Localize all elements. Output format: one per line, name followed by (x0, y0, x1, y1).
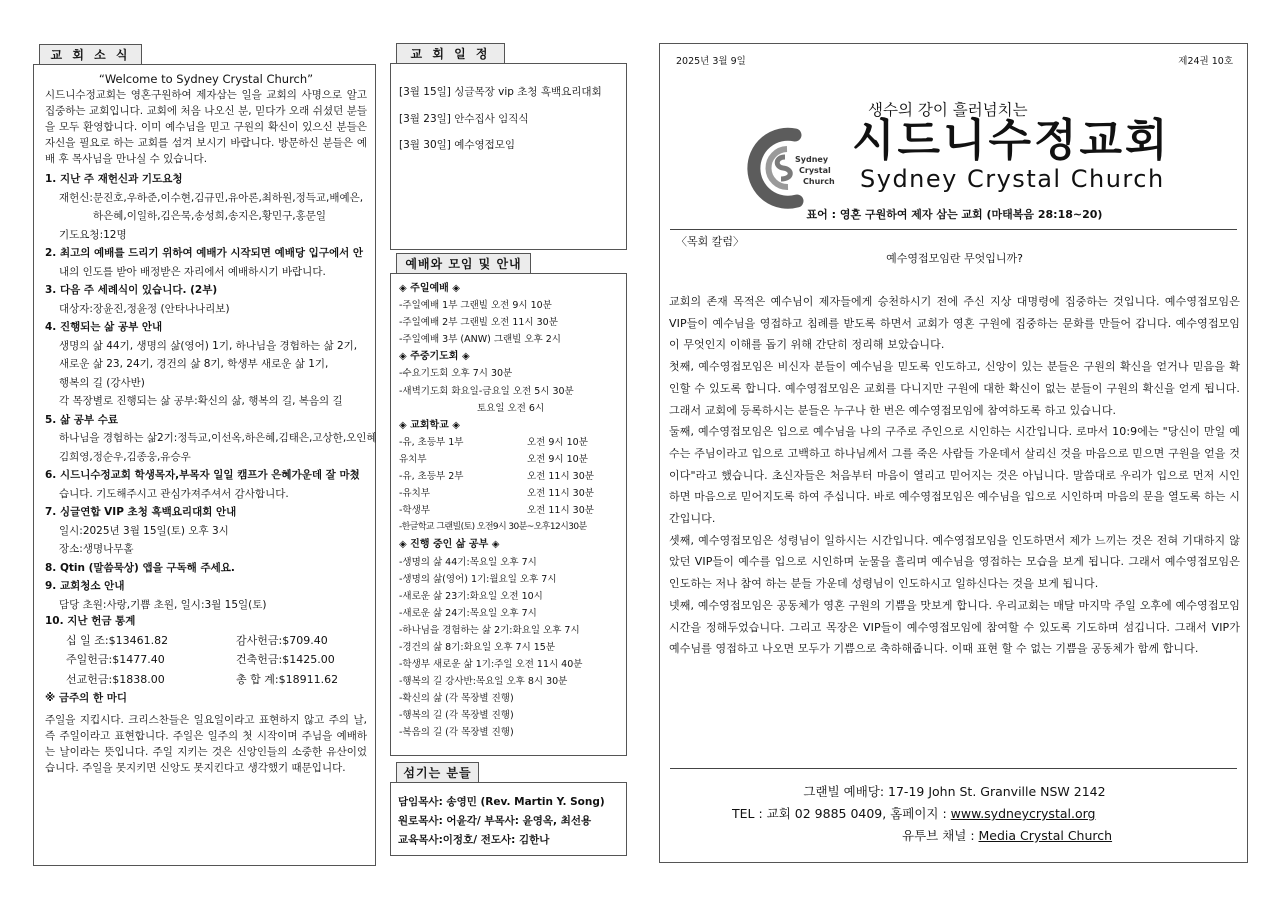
news-items (45, 171, 377, 613)
offering-cell: 감사헌금:$709.40 (236, 633, 328, 647)
worship-time: 오전 9시 10분 (527, 453, 588, 465)
worship-line (399, 485, 622, 502)
schedule-tab: 교 회 일 정 (396, 43, 505, 64)
worship-text: -유치부 (399, 488, 430, 500)
worship-line (399, 554, 622, 571)
worship-text: ◈ 진행 중인 삶 공부 ◈ (399, 539, 500, 551)
worship-box (390, 273, 627, 756)
staff-list (398, 793, 626, 850)
worship-text: -생명의 삶 44기:목요일 오후 7시 (399, 556, 537, 568)
worship-text: ◈ 주일예배 ◈ (399, 283, 460, 294)
worship-text: -주일예배 1부 그랜빌 오전 9시 10분 (399, 300, 552, 312)
news-item-line: 하나님을 경험하는 삶2기:정득교,이선옥,하은혜,김태은,고상한,오인혜 (59, 432, 377, 444)
worship-text: -새벽기도회 화요일-금요일 오전 5시 30분 (399, 385, 574, 397)
worship-line (399, 451, 622, 468)
offering-row (66, 672, 367, 689)
worship-text: -주일예배 2부 그랜빌 오전 11시 30분 (399, 317, 558, 329)
offering-cell: 주일헌금:$1477.40 (66, 653, 165, 666)
issue-date: 2025년 3월 9일 (676, 56, 746, 67)
column-label: 〈목회 칼럼〉 (676, 235, 745, 248)
worship-text: -복음의 길 (각 목장별 진행) (399, 727, 514, 739)
news-item-head: 2. 최고의 예배를 드리기 위하여 예배가 시작되면 예배당 입구에서 안 (45, 247, 364, 259)
worship-text: -한글학교 그랜빌(토) 오전9시 30분~오후12시30분 (399, 522, 587, 533)
news-item-line: 담당 초원:사랑,기쁨 초원, 일시:3월 15일(토) (59, 598, 267, 611)
worship-text: -생명의 삶(영어) 1기:월요일 오후 7시 (399, 573, 557, 585)
column-paragraph: 교회의 존재 목적은 예수님이 제자들에게 승천하시기 전에 주신 지상 대명령에 집중하는 것입니다. 예수영접모임은 VIP들이 예수님을 영접하고 침례를 받도록 하면서 교회가 영혼 구원에 집중하는 문화를 만들어 갑니다. 예수영접모임이 무엇인지 이해를 돕기 위해 간단히 정리해 보았습니다. (669, 295, 1240, 352)
news-item-line: 하은혜,이일하,김은묵,송성희,송지은,황민구,홍문일 (93, 210, 327, 222)
logo-text-line-1: Sydney (795, 155, 829, 164)
staff-line: 원로목사: 어윤각/ 부목사: 윤영옥, 최선용 (398, 815, 592, 827)
worship-line (399, 434, 622, 451)
schedule-item: [3월 23일] 안수집사 임직식 (399, 112, 529, 125)
worship-line (399, 571, 622, 588)
news-item-head: 7. 싱글연합 VIP 초청 흑백요리대회 안내 (45, 506, 237, 518)
offering-row (66, 633, 367, 650)
worship-text: ◈ 주중기도회 ◈ (399, 351, 470, 363)
column-title: 예수영접모임란 무엇입니까? (886, 252, 1023, 265)
worship-text: -행복의 길 (각 목장별 진행) (399, 710, 514, 722)
worship-text: -학생부 새로운 삶 1기:주일 오전 11시 40분 (399, 659, 583, 671)
schedule-list (399, 84, 626, 154)
worship-text: -학생부 (399, 505, 430, 517)
worship-heading (399, 348, 622, 365)
worship-line (399, 639, 622, 656)
column-paragraph: 첫째, 예수영접모임은 비신자 분들이 예수님을 믿도록 인도하고, 신앙이 있는 분들은 구원의 확신을 얻거나 믿음을 확인할 수 있도록 합니다. 예수영접모임은 교회를 다니지만 구원에 대한 확신이 없는 분들이 구원의 확신을 얻게 됩니다. 그래서 교회에 등록하시는 분들은 누구나 한 번은 예수영접모임에 참여하도록 하고 있습니다. (669, 360, 1240, 417)
worship-time: 오전 11시 30분 (527, 471, 594, 483)
youtube-prefix: 유투브 채널 : (902, 828, 979, 843)
worship-text: -하나님을 경험하는 삶 2기:화요일 오후 7시 (399, 624, 580, 636)
worship-line (399, 724, 622, 741)
cover-box (659, 43, 1248, 863)
website-link[interactable]: www.sydneycrystal.org (950, 806, 1096, 821)
staff-line: 교육목사:이정호/ 전도사: 김한나 (398, 834, 550, 846)
column-paragraph: 둘째, 예수영접모임은 입으로 예수님을 나의 구주로 주인으로 시인하는 시간입니다. 로마서 10:9에는 "당신이 만일 예수는 주님이라고 입으로 고백하고 하나님께서 그를 죽은 사람들 가운데서 살리신 것을 마음으로 믿으면 구원을 얻을 것이다"라고 했습니다. 초신자들은 처음부터 마음이 열리고 믿어지는 것은 아닙니다. 말씀대로 우리가 입으로 먼저 시인하면 마음으로 믿어지도록 하여 주십니다. 바로 예수영접모임은 예수님을 입으로 시인하며 마음의 문을 열도록 하는 시간입니다. (669, 425, 1240, 526)
offering-cell: 선교헌금:$1838.00 (66, 672, 165, 686)
worship-line (399, 588, 622, 605)
worship-line (399, 331, 622, 348)
welcome-title: “Welcome to Sydney Crystal Church” (98, 72, 314, 86)
news-item-head: 4. 진행되는 삶 공부 안내 (45, 321, 163, 333)
news-item-head: 3. 다음 주 세례식이 있습니다. (2부) (45, 284, 218, 296)
news-item-line: 대상자:장윤진,정윤정 (안타나나리보) (59, 302, 230, 315)
worship-time: 오전 11시 30분 (527, 488, 594, 500)
youtube-link[interactable]: Media Crystal Church (978, 828, 1113, 843)
worship-time: 오전 9시 10분 (527, 436, 588, 448)
news-item-line: 김희영,정순우,김종웅,유승우 (59, 450, 191, 463)
tagline: 생수의 강이 흘러넘치는 (868, 101, 1028, 119)
offering-cell: 십 일 조:$13461.82 (66, 633, 169, 647)
staff-line: 담임목사: 송영민 (Rev. Martin Y. Song) (398, 796, 605, 808)
offering-cell: 건축헌금:$1425.00 (236, 653, 335, 666)
column-body (669, 291, 1240, 660)
column-paragraph: 셋째, 예수영접모임은 성령님이 일하시는 시간입니다. 예수영접모임을 인도하면서 제가 느끼는 것은 전혀 기대하지 않았던 VIP들이 예수를 입으로 시인하며 눈물을 흘리며 예수님을 영접하는 모습을 보게 됩니다. 그래서 예수영접모임은 인도하는 저나 참여 하는 분들 가운데 성령님이 인도하시고 일하신다는 것을 보게 됩니다. (669, 533, 1240, 591)
worship-line (399, 314, 622, 331)
worship-text: 유치부 (399, 453, 427, 465)
column-paragraph: 넷째, 예수영접모임은 공동체가 영혼 구원의 기쁨을 맛보게 합니다. 우리교회는 매달 마지막 주일 오후에 예수영접모임 시간을 정해두었습니다. 그리고 목장은 VIP들이 예수영접모임에 참여할 수 있도록 기도하며 섬깁니다. 그래서 VIP가 예수님를 영접하고 나오면 모두가 기쁨으로 축하해줍니다. 이때 표현 할 수 없는 기쁨을 공동체가 함께 합니다. (669, 598, 1240, 656)
worship-line (399, 365, 622, 382)
worship-line (399, 707, 622, 724)
offering-table (45, 633, 367, 689)
saying-text: 주일을 지킵시다. 크리스찬들은 일요일이라고 표현하지 않고 주의 날, 즉 주일이라고 표현합니다. 주일은 일주의 첫 시작이며 주님을 예배하는 날이라는 뜻입니다. 주일 지키는 것은 신앙인들의 소중한 유산이었습니다. 주일을 못지키면 신앙도 못지킨다고 생각했기 때문입니다. (45, 713, 367, 774)
schedule-item: [3월 15일] 싱글목장 vip 초청 흑백요리대회 (399, 86, 602, 98)
worship-text: 토요일 오전 6시 (477, 402, 545, 414)
contact-prefix: TEL : 교회 02 9885 0409, 홈페이지 : (732, 806, 951, 821)
church-name-english: Sydney Crystal Church (860, 165, 1165, 193)
news-item-head: 5. 삶 공부 수료 (45, 413, 118, 426)
worship-text: ◈ 교회학교 ◈ (399, 419, 460, 431)
worship-heading (399, 280, 622, 297)
worship-text: -주일예배 3부 (ANW) 그랜빌 오후 2시 (399, 334, 561, 346)
church-logo (737, 117, 847, 217)
news-item-line: 기도요청:12명 (59, 228, 127, 241)
news-item-line: 행복의 길 (강사반) (59, 376, 145, 389)
news-item-line: 습니다. 기도해주시고 관심가져주셔서 감사합니다. (59, 487, 289, 500)
schedule-box (390, 63, 627, 250)
worship-time: 오전 11시 30분 (527, 505, 594, 517)
news-item-line: 각 목장별로 진행되는 삶 공부:확신의 삶, 행복의 길, 복음의 길 (59, 395, 343, 407)
news-box (33, 64, 376, 866)
worship-line (399, 468, 622, 485)
motto: 표어 : 영혼 구원하여 제자 삼는 교회 (마태복음 28:18~20) (806, 208, 1103, 221)
news-tab: 교 회 소 식 (39, 44, 142, 65)
worship-line (399, 502, 622, 519)
worship-text: -유, 초등부 1부 (399, 436, 464, 448)
schedule-item: [3월 30일] 예수영접모임 (399, 139, 516, 151)
worship-list (399, 280, 622, 742)
news-item-line: 재헌신:문진호,우하준,이수현,김규민,유아론,최하원,정득교,배예은, (59, 191, 364, 204)
church-name-korean: 시드니수정교회 (852, 115, 1171, 166)
worship-line (399, 673, 622, 690)
issue-volume: 제24권 10호 (1178, 56, 1233, 67)
saying-head: ※ 금주의 한 마디 (45, 692, 128, 704)
staff-box (390, 782, 627, 856)
worship-line (399, 622, 622, 639)
worship-line (399, 519, 622, 536)
news-item-head: 8. Qtin (말씀묵상) 앱을 구독해 주세요. (45, 561, 235, 574)
offering-row (66, 652, 367, 669)
worship-line (399, 605, 622, 622)
worship-tab: 예배와 모임 및 안내 (396, 253, 531, 274)
news-item-line: 내의 인도를 받아 배정받은 자리에서 예배하시기 바랍니다. (59, 265, 326, 278)
worship-line (399, 656, 622, 673)
news-item-head: 6. 시드니수정교회 학생목자,부목자 일일 캠프가 은혜가운데 잘 마쳤 (45, 469, 360, 481)
logo-text-line-2: Crystal (799, 166, 831, 175)
news-item-head: 1. 지난 주 재헌신과 기도요청 (45, 173, 183, 185)
worship-text: -수요기도회 오후 7시 30분 (399, 368, 513, 380)
top-rule (670, 229, 1237, 230)
worship-text: -새로운 삶 24기:목요일 오후 7시 (399, 607, 537, 619)
worship-line (399, 400, 622, 417)
news-item-line: 장소:생명나무홀 (59, 543, 134, 555)
welcome-text: 시드니수정교회는 영혼구원하여 제자삼는 일을 교회의 사명으로 알고 집중하는 교회입니다. 교회에 처음 나오신 분, 믿다가 오래 쉬셨던 분들을 모두 환영합니다. 이미 예수님을 믿고 구원의 확신이 있으신 분들은 자신을 필요로 하는 교회를 섬겨 보시기 바랍니다. 방문하신 분들은 예배 후 목사님을 만나실 수 있습니다. (45, 89, 367, 165)
worship-text: -행복의 길 강사반:목요일 오후 8시 30분 (399, 676, 568, 688)
worship-heading (399, 536, 622, 553)
staff-tab: 섬기는 분들 (396, 762, 479, 783)
worship-text: -경건의 삶 8기:화요일 오후 7시 15분 (399, 641, 556, 653)
address: 그랜빌 예배당: 17-19 John St. Granville NSW 2142 (803, 784, 1106, 799)
news-item-line: 생명의 삶 44기, 생명의 삶(영어) 1기, 하나님을 경험하는 삶 2기, (59, 339, 358, 352)
contact-line (732, 804, 1095, 822)
offering-cell: 총 합 계:$18911.62 (236, 672, 339, 686)
news-item-head: 9. 교회청소 안내 (45, 580, 125, 592)
worship-text: -확신의 삶 (각 목장별 진행) (399, 693, 514, 705)
worship-text: -유, 초등부 2부 (399, 471, 464, 483)
news-item-line: 일시:2025년 3월 15일(토) 오후 3시 (59, 524, 229, 537)
news-item-line: 새로운 삶 23, 24기, 경건의 삶 8기, 학생부 새로운 삶 1기, (59, 358, 329, 370)
youtube-line (902, 826, 1112, 844)
offering-head: 10. 지난 헌금 통계 (45, 615, 136, 627)
worship-line (399, 690, 622, 707)
worship-line (399, 297, 622, 314)
worship-text: -새로운 삶 23기:화요일 오전 10시 (399, 590, 543, 602)
bottom-rule (670, 768, 1237, 769)
worship-heading (399, 417, 622, 434)
logo-text-line-3: Church (803, 177, 835, 186)
worship-line (399, 383, 622, 400)
